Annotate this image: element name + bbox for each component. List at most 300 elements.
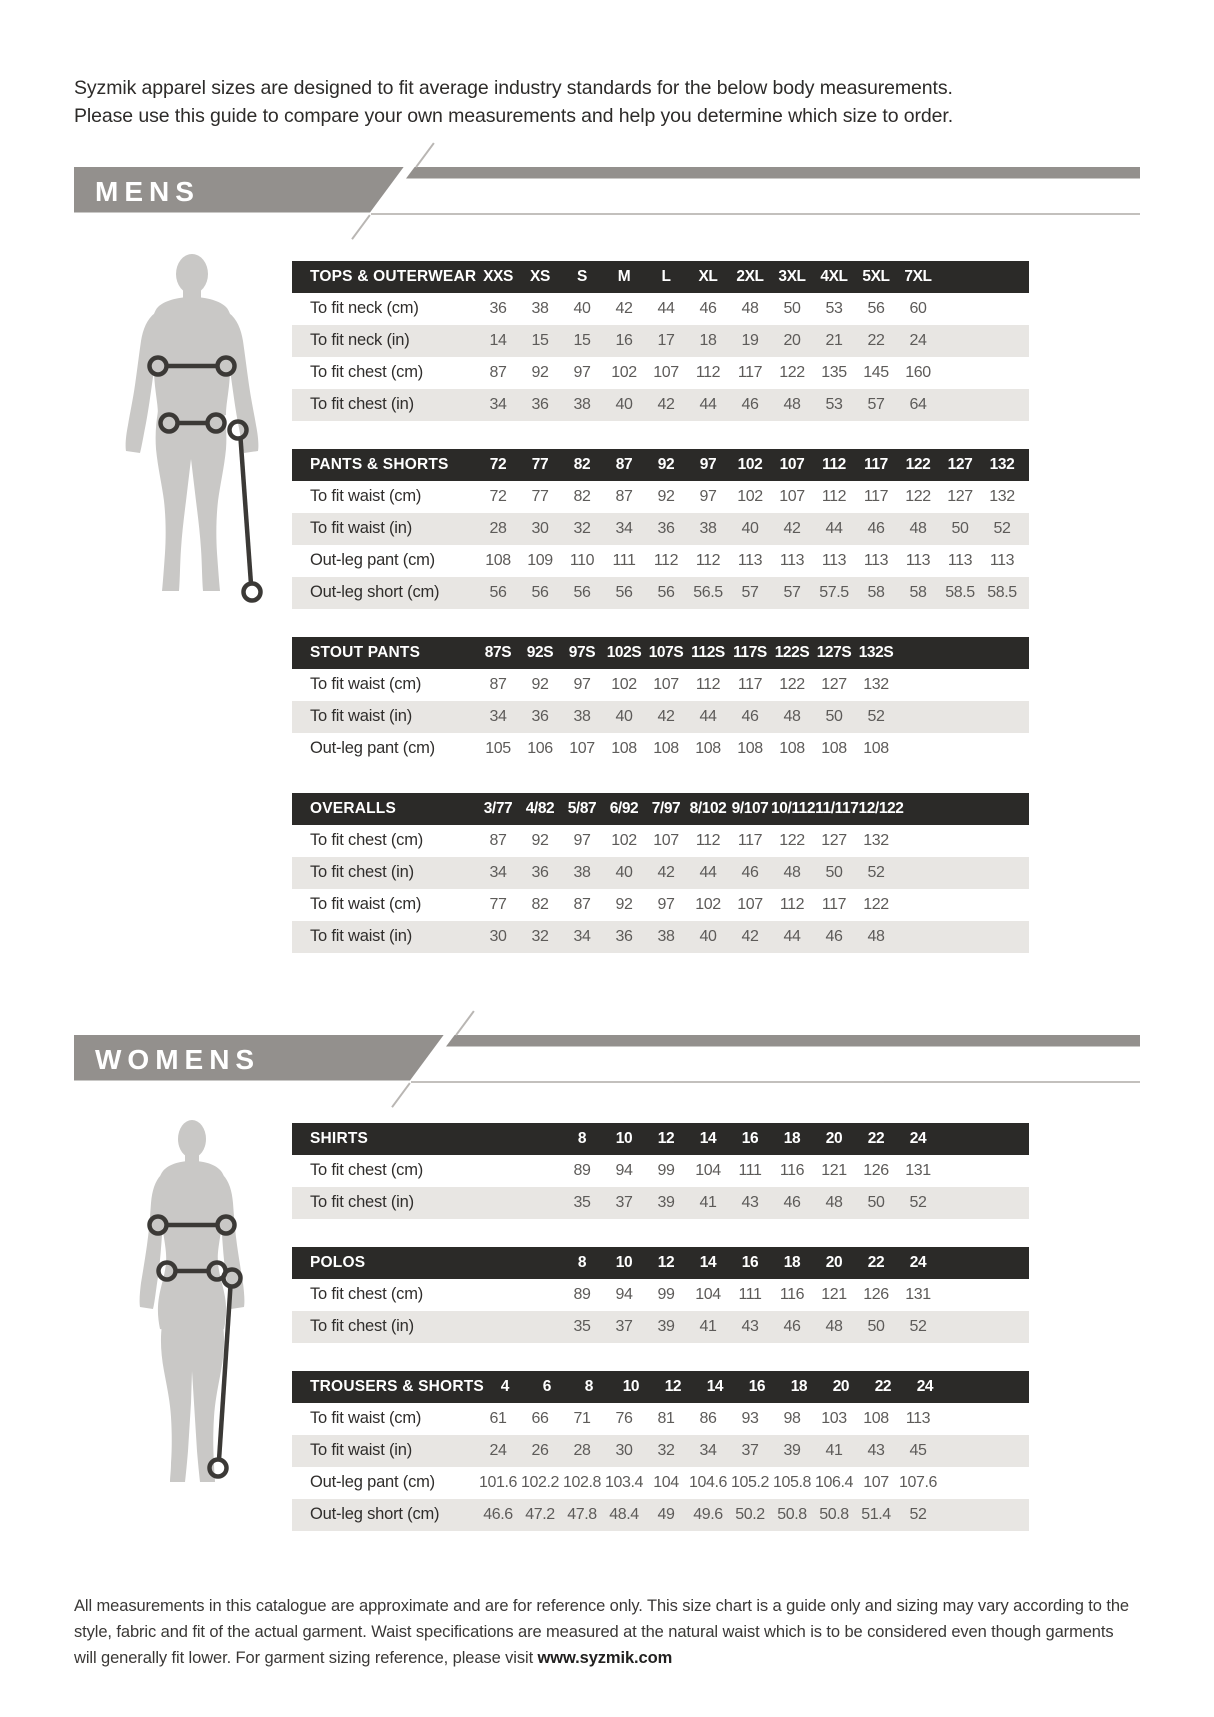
value-cell: 112 xyxy=(695,363,721,381)
value-cell: 113 xyxy=(947,551,973,569)
value-cell: 101.6 xyxy=(478,1473,518,1491)
value-cell: 113 xyxy=(989,551,1015,569)
row-label: To fit chest (in) xyxy=(310,1317,414,1336)
value-cell: 58 xyxy=(909,583,927,601)
banner-slash-line xyxy=(455,1010,474,1035)
value-cell: 99 xyxy=(657,1161,675,1179)
value-cell: 102 xyxy=(611,363,637,381)
size-cell: 18 xyxy=(783,1129,801,1147)
value-cell: 21 xyxy=(825,331,843,349)
intro-text xyxy=(74,0,1140,131)
womens-tables xyxy=(292,1123,1029,1531)
value-cell: 38 xyxy=(573,395,591,413)
value-cell: 160 xyxy=(905,363,931,381)
size-cell: 18 xyxy=(783,1253,801,1271)
value-cell: 61 xyxy=(489,1409,507,1427)
value-cell: 108 xyxy=(779,739,805,757)
value-cell: 64 xyxy=(909,395,927,413)
value-cell: 116 xyxy=(779,1285,805,1303)
value-cell: 113 xyxy=(905,1409,931,1427)
size-cell: 5/87 xyxy=(567,799,597,817)
value-cell: 34 xyxy=(573,927,591,945)
mens-banner-label: MENS xyxy=(95,175,200,207)
value-cell: 104 xyxy=(695,1285,721,1303)
table-row xyxy=(292,733,1029,765)
value-cell: 52 xyxy=(909,1193,927,1211)
value-cell: 37 xyxy=(741,1441,759,1459)
value-cell: 41 xyxy=(825,1441,843,1459)
size-cell: 20 xyxy=(825,1253,843,1271)
value-cell: 127 xyxy=(821,675,847,693)
row-label: To fit neck (cm) xyxy=(310,299,419,318)
size-cell: 11/117 xyxy=(815,799,859,817)
value-cell: 42 xyxy=(657,863,675,881)
size-cell: 82 xyxy=(573,455,591,473)
value-cell: 32 xyxy=(531,927,549,945)
value-cell: 107 xyxy=(863,1473,889,1491)
size-cell: 97 xyxy=(699,455,717,473)
banner-slash-line xyxy=(351,214,370,239)
table-title: STOUT PANTS xyxy=(310,643,421,661)
row-label: To fit chest (cm) xyxy=(310,831,424,850)
value-cell: 111 xyxy=(738,1285,762,1303)
womens-body-figure xyxy=(130,1119,272,1496)
table-row xyxy=(292,1499,1029,1531)
value-cell: 48.4 xyxy=(609,1505,639,1523)
value-cell: 135 xyxy=(821,363,847,381)
size-cell: 3XL xyxy=(778,267,806,285)
value-cell: 97 xyxy=(573,675,591,693)
table-trousers-shorts xyxy=(292,1371,1029,1531)
value-cell: 44 xyxy=(657,299,675,317)
value-cell: 44 xyxy=(825,519,843,537)
size-cell: 16 xyxy=(741,1129,759,1147)
value-cell: 42 xyxy=(615,299,633,317)
value-cell: 108 xyxy=(695,739,721,757)
value-cell: 98 xyxy=(783,1409,801,1427)
value-cell: 127 xyxy=(821,831,847,849)
value-cell: 132 xyxy=(989,487,1015,505)
banner-underline xyxy=(371,213,1140,215)
value-cell: 56 xyxy=(531,583,549,601)
row-label: Out-leg pant (cm) xyxy=(310,739,435,758)
value-cell: 122 xyxy=(779,675,805,693)
womens-silhouette xyxy=(130,1119,272,1491)
table-title: TROUSERS & SHORTS xyxy=(310,1377,484,1395)
value-cell: 111 xyxy=(738,1161,762,1179)
footer-text: All measurements in this catalogue are approximate and are for reference only. This size chart is a guide only and sizing may vary according to the style, fabric and fit of the actual garment. Waist specifications are measured at the natural waist which is to be considered even though garments will generally fit lower. For garment sizing reference, please visit xyxy=(74,1596,1129,1668)
value-cell: 87 xyxy=(573,895,591,913)
value-cell: 103 xyxy=(821,1409,847,1427)
size-cell: 6/92 xyxy=(609,799,639,817)
value-cell: 37 xyxy=(615,1193,633,1211)
value-cell: 46 xyxy=(783,1317,801,1335)
value-cell: 113 xyxy=(821,551,847,569)
value-cell: 112 xyxy=(695,831,721,849)
value-cell: 18 xyxy=(699,331,717,349)
value-cell: 52 xyxy=(867,863,885,881)
value-cell: 42 xyxy=(657,707,675,725)
table-row xyxy=(292,1467,1029,1499)
value-cell: 56 xyxy=(657,583,675,601)
value-cell: 50 xyxy=(867,1317,885,1335)
table-row xyxy=(292,389,1029,421)
mens-tables xyxy=(292,261,1029,953)
value-cell: 58.5 xyxy=(987,583,1017,601)
value-cell: 15 xyxy=(531,331,549,349)
intro-line-1: Syzmik apparel sizes are designed to fit average industry standards for the below body measurements. xyxy=(74,77,953,99)
value-cell: 43 xyxy=(867,1441,885,1459)
size-cell: 10 xyxy=(615,1253,633,1271)
table-row xyxy=(292,1311,1029,1343)
banner-slash-line xyxy=(415,142,434,167)
value-cell: 41 xyxy=(699,1317,717,1335)
size-cell: 10 xyxy=(622,1377,640,1395)
value-cell: 107.6 xyxy=(898,1473,938,1491)
value-cell: 93 xyxy=(741,1409,759,1427)
table-header xyxy=(292,261,1029,293)
size-cell: 112S xyxy=(691,643,725,661)
table-tops-outerwear xyxy=(292,261,1029,421)
row-label: To fit chest (cm) xyxy=(310,1285,424,1304)
size-cell: 4/82 xyxy=(525,799,555,817)
value-cell: 108 xyxy=(653,739,679,757)
value-cell: 131 xyxy=(905,1285,931,1303)
value-cell: 108 xyxy=(863,1409,889,1427)
value-cell: 87 xyxy=(489,675,507,693)
value-cell: 19 xyxy=(741,331,759,349)
value-cell: 40 xyxy=(615,863,633,881)
value-cell: 30 xyxy=(615,1441,633,1459)
value-cell: 108 xyxy=(737,739,763,757)
row-label: To fit waist (in) xyxy=(310,707,413,726)
value-cell: 44 xyxy=(783,927,801,945)
value-cell: 46 xyxy=(741,395,759,413)
value-cell: 46 xyxy=(741,863,759,881)
size-cell: 16 xyxy=(741,1253,759,1271)
value-cell: 57 xyxy=(741,583,759,601)
table-header xyxy=(292,793,1029,825)
size-cell: 102S xyxy=(606,643,642,661)
value-cell: 76 xyxy=(615,1409,633,1427)
value-cell: 97 xyxy=(657,895,675,913)
value-cell: 46 xyxy=(699,299,717,317)
value-cell: 49 xyxy=(657,1505,675,1523)
value-cell: 46 xyxy=(741,707,759,725)
value-cell: 37 xyxy=(615,1317,633,1335)
value-cell: 86 xyxy=(699,1409,717,1427)
size-cell: 8 xyxy=(577,1129,587,1147)
table-header xyxy=(292,1247,1029,1279)
value-cell: 48 xyxy=(741,299,759,317)
value-cell: 112 xyxy=(695,551,721,569)
value-cell: 47.2 xyxy=(525,1505,555,1523)
size-cell: 20 xyxy=(832,1377,850,1395)
size-cell: 16 xyxy=(748,1377,766,1395)
size-cell: 122 xyxy=(905,455,931,473)
size-cell: 117S xyxy=(733,643,767,661)
size-cell: 117 xyxy=(864,455,888,473)
value-cell: 36 xyxy=(531,863,549,881)
value-cell: 32 xyxy=(573,519,591,537)
table-title: OVERALLS xyxy=(310,799,396,817)
size-cell: 7/97 xyxy=(651,799,681,817)
value-cell: 57 xyxy=(867,395,885,413)
banner-slash-line xyxy=(391,1082,410,1107)
row-label: To fit chest (in) xyxy=(310,863,414,882)
value-cell: 112 xyxy=(695,675,721,693)
value-cell: 39 xyxy=(783,1441,801,1459)
table-row xyxy=(292,921,1029,953)
value-cell: 38 xyxy=(699,519,717,537)
size-cell: 14 xyxy=(706,1377,724,1395)
value-cell: 77 xyxy=(531,487,549,505)
value-cell: 97 xyxy=(573,831,591,849)
value-cell: 127 xyxy=(947,487,973,505)
value-cell: 45 xyxy=(909,1441,927,1459)
value-cell: 112 xyxy=(779,895,805,913)
value-cell: 122 xyxy=(863,895,889,913)
value-cell: 108 xyxy=(821,739,847,757)
value-cell: 99 xyxy=(657,1285,675,1303)
size-cell: 127 xyxy=(947,455,973,473)
size-cell: 7XL xyxy=(904,267,932,285)
size-cell: 72 xyxy=(489,455,507,473)
row-label: To fit waist (in) xyxy=(310,519,413,538)
value-cell: 104 xyxy=(653,1473,679,1491)
size-cell: 5XL xyxy=(862,267,890,285)
row-label: To fit waist (cm) xyxy=(310,487,422,506)
value-cell: 103.4 xyxy=(604,1473,644,1491)
value-cell: 50 xyxy=(783,299,801,317)
table-row xyxy=(292,1403,1029,1435)
value-cell: 132 xyxy=(863,675,889,693)
table-row xyxy=(292,357,1029,389)
row-label: To fit chest (cm) xyxy=(310,363,424,382)
value-cell: 56 xyxy=(867,299,885,317)
size-cell: 4XL xyxy=(820,267,848,285)
value-cell: 58 xyxy=(867,583,885,601)
value-cell: 111 xyxy=(612,551,636,569)
value-cell: 44 xyxy=(699,395,717,413)
row-label: To fit waist (cm) xyxy=(310,675,422,694)
value-cell: 52 xyxy=(909,1317,927,1335)
value-cell: 28 xyxy=(573,1441,591,1459)
row-label: To fit chest (cm) xyxy=(310,1161,424,1180)
size-cell: 22 xyxy=(874,1377,892,1395)
value-cell: 34 xyxy=(699,1441,717,1459)
value-cell: 106.4 xyxy=(814,1473,854,1491)
footer-website-link[interactable]: www.syzmik.com xyxy=(537,1649,673,1668)
value-cell: 40 xyxy=(573,299,591,317)
value-cell: 48 xyxy=(783,707,801,725)
value-cell: 49.6 xyxy=(693,1505,723,1523)
value-cell: 39 xyxy=(657,1193,675,1211)
table-title: TOPS & OUTERWEAR xyxy=(310,267,477,285)
value-cell: 34 xyxy=(489,395,507,413)
value-cell: 56.5 xyxy=(693,583,723,601)
size-cell: 8/102 xyxy=(689,799,727,817)
value-cell: 110 xyxy=(569,551,595,569)
value-cell: 17 xyxy=(657,331,675,349)
table-row xyxy=(292,857,1029,889)
value-cell: 22 xyxy=(867,331,885,349)
value-cell: 43 xyxy=(741,1317,759,1335)
value-cell: 113 xyxy=(737,551,763,569)
value-cell: 89 xyxy=(573,1285,591,1303)
value-cell: 52 xyxy=(993,519,1011,537)
table-shirts xyxy=(292,1123,1029,1219)
size-cell: 20 xyxy=(825,1129,843,1147)
value-cell: 107 xyxy=(779,487,805,505)
value-cell: 53 xyxy=(825,395,843,413)
size-cell: 122S xyxy=(774,643,810,661)
value-cell: 14 xyxy=(489,331,507,349)
value-cell: 40 xyxy=(615,395,633,413)
womens-section xyxy=(74,1035,1140,1531)
mens-body-figure xyxy=(112,253,274,608)
size-cell: XXS xyxy=(483,267,513,285)
value-cell: 113 xyxy=(779,551,805,569)
value-cell: 50.2 xyxy=(735,1505,765,1523)
table-header xyxy=(292,449,1029,481)
table-header xyxy=(292,1371,1029,1403)
size-cell: XS xyxy=(530,267,550,285)
value-cell: 42 xyxy=(741,927,759,945)
value-cell: 43 xyxy=(741,1193,759,1211)
value-cell: 20 xyxy=(783,331,801,349)
value-cell: 32 xyxy=(657,1441,675,1459)
value-cell: 92 xyxy=(531,363,549,381)
value-cell: 92 xyxy=(615,895,633,913)
row-label: To fit waist (in) xyxy=(310,1441,413,1460)
value-cell: 53 xyxy=(825,299,843,317)
value-cell: 48 xyxy=(783,863,801,881)
table-row xyxy=(292,481,1029,513)
value-cell: 56 xyxy=(489,583,507,601)
row-label: Out-leg pant (cm) xyxy=(310,1473,435,1492)
mens-section xyxy=(74,167,1140,953)
value-cell: 57 xyxy=(783,583,801,601)
row-label: Out-leg short (cm) xyxy=(310,1505,440,1524)
size-cell: 92 xyxy=(657,455,675,473)
size-cell: 12 xyxy=(657,1253,675,1271)
value-cell: 87 xyxy=(615,487,633,505)
value-cell: 102 xyxy=(695,895,721,913)
value-cell: 122 xyxy=(779,363,805,381)
value-cell: 113 xyxy=(863,551,889,569)
value-cell: 92 xyxy=(531,831,549,849)
value-cell: 30 xyxy=(531,519,549,537)
size-cell: 8 xyxy=(577,1253,587,1271)
value-cell: 38 xyxy=(573,707,591,725)
value-cell: 56 xyxy=(573,583,591,601)
value-cell: 102 xyxy=(611,831,637,849)
size-cell: M xyxy=(617,267,631,285)
value-cell: 82 xyxy=(573,487,591,505)
value-cell: 52 xyxy=(867,707,885,725)
value-cell: 48 xyxy=(825,1317,843,1335)
table-row xyxy=(292,1155,1029,1187)
size-cell: XL xyxy=(698,267,718,285)
value-cell: 40 xyxy=(699,927,717,945)
size-cell: L xyxy=(661,267,671,285)
value-cell: 44 xyxy=(699,863,717,881)
value-cell: 87 xyxy=(489,831,507,849)
table-title: PANTS & SHORTS xyxy=(310,455,449,473)
value-cell: 126 xyxy=(863,1161,889,1179)
value-cell: 39 xyxy=(657,1317,675,1335)
value-cell: 46 xyxy=(783,1193,801,1211)
size-cell: 87 xyxy=(615,455,633,473)
womens-banner-label: WOMENS xyxy=(95,1043,261,1075)
value-cell: 113 xyxy=(905,551,931,569)
size-cell: 6 xyxy=(542,1377,552,1395)
size-cell: 92S xyxy=(526,643,554,661)
table-row xyxy=(292,577,1029,609)
table-row xyxy=(292,701,1029,733)
size-cell: 102 xyxy=(737,455,763,473)
womens-banner xyxy=(74,1035,1140,1081)
value-cell: 106 xyxy=(527,739,553,757)
value-cell: 117 xyxy=(737,363,763,381)
size-cell: 107 xyxy=(779,455,805,473)
table-row xyxy=(292,513,1029,545)
size-cell: 87S xyxy=(484,643,512,661)
value-cell: 41 xyxy=(699,1193,717,1211)
table-title: POLOS xyxy=(310,1253,366,1271)
banner-underline xyxy=(411,1081,1140,1083)
value-cell: 42 xyxy=(783,519,801,537)
value-cell: 122 xyxy=(779,831,805,849)
table-row xyxy=(292,889,1029,921)
value-cell: 46.6 xyxy=(483,1505,513,1523)
table-row xyxy=(292,1279,1029,1311)
value-cell: 34 xyxy=(489,707,507,725)
size-cell: 24 xyxy=(909,1253,927,1271)
row-label: To fit chest (in) xyxy=(310,395,414,414)
value-cell: 109 xyxy=(527,551,553,569)
table-row xyxy=(292,669,1029,701)
size-cell: 9/107 xyxy=(731,799,769,817)
size-cell: 10/112 xyxy=(771,799,816,817)
size-cell: 10 xyxy=(615,1129,633,1147)
table-polos xyxy=(292,1247,1029,1343)
value-cell: 112 xyxy=(821,487,847,505)
value-cell: 122 xyxy=(905,487,931,505)
value-cell: 28 xyxy=(489,519,507,537)
intro-line-2: Please use this guide to compare your own measurements and help you determine which size to order. xyxy=(74,105,954,128)
value-cell: 36 xyxy=(489,299,507,317)
row-label: To fit waist (cm) xyxy=(310,1409,422,1428)
table-pants-shorts xyxy=(292,449,1029,609)
value-cell: 145 xyxy=(863,363,889,381)
value-cell: 36 xyxy=(657,519,675,537)
value-cell: 102.2 xyxy=(520,1473,560,1491)
value-cell: 117 xyxy=(821,895,847,913)
size-cell: 3/77 xyxy=(483,799,513,817)
size-cell: 24 xyxy=(916,1377,934,1395)
value-cell: 71 xyxy=(573,1409,591,1427)
value-cell: 34 xyxy=(489,863,507,881)
value-cell: 24 xyxy=(489,1441,507,1459)
value-cell: 44 xyxy=(699,707,717,725)
value-cell: 26 xyxy=(531,1441,549,1459)
value-cell: 121 xyxy=(821,1161,847,1179)
value-cell: 42 xyxy=(657,395,675,413)
value-cell: 107 xyxy=(653,831,679,849)
value-cell: 72 xyxy=(489,487,507,505)
